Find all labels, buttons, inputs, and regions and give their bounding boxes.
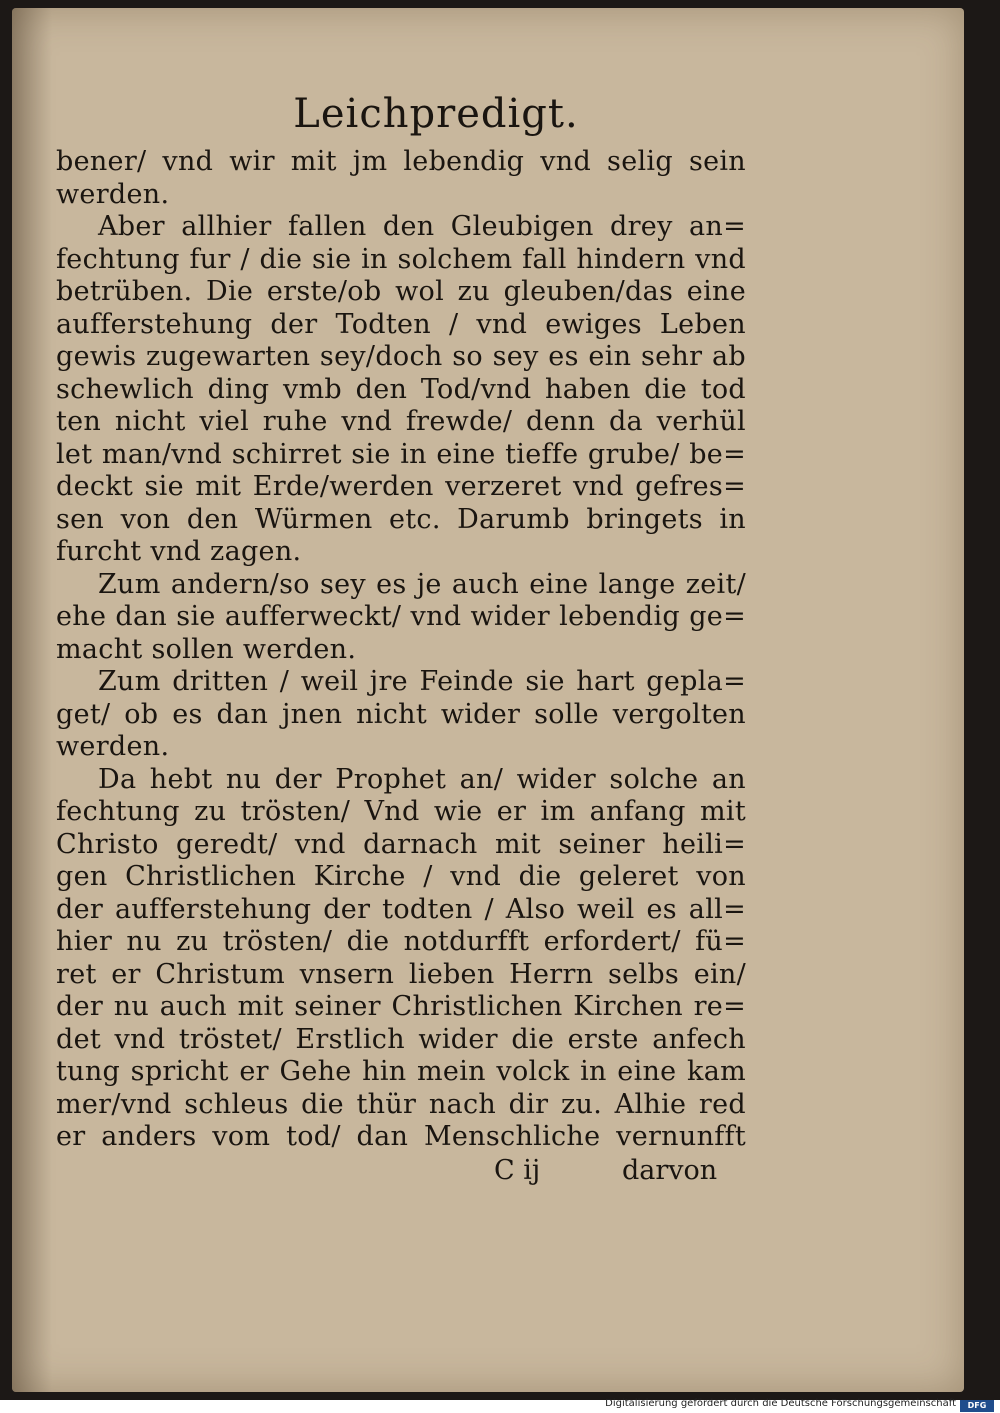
text-line: Da hebt nu der Prophet an/ wider solche an [98, 763, 746, 795]
text-line: Zum andern/so sey es je auch eine lange zeit/ [98, 568, 746, 600]
text-line: tung spricht er Gehe hin mein volck in eine kam [56, 1056, 746, 1087]
text-line: Christo geredt/ vnd darnach mit seiner heili= [56, 828, 746, 860]
text-line: Aber allhier fallen den Gleubigen drey an= [98, 211, 746, 242]
text-line: betrüben. Die erste/ob wol zu gleuben/das eine [56, 276, 746, 307]
text-line: bener/ vnd wir mit jm lebendig vnd selig sein [56, 146, 746, 177]
funding-credit: Digitalisierung gefördert durch die Deutsche Forschungsgemeinschaft [605, 1398, 956, 1409]
text-line: fechtung zu trösten/ Vnd wie er im anfang mit [56, 796, 746, 827]
text-line: ret er Christum vnsern lieben Herrn selbs ein/ [56, 958, 746, 990]
text-line: Zum dritten / weil jre Feinde sie hart gepla= [98, 666, 746, 697]
running-head: Leichpredigt. [293, 91, 579, 137]
text-line: mer/vnd schleus die thür nach dir zu. Alhie red [56, 1088, 746, 1120]
signature-mark: C ij [494, 1154, 541, 1186]
dfg-logo: DFG [960, 1400, 994, 1412]
digitization-footer [0, 1400, 1000, 1413]
text-line: get/ ob es dan jnen nicht wider solle vergolten [56, 698, 746, 730]
text-line: let man/vnd schirret sie in eine tieffe grube/ be= [56, 438, 746, 470]
text-line: deckt sie mit Erde/werden verzeret vnd gefres= [56, 471, 746, 502]
text-line: ehe dan sie aufferweckt/ vnd wider lebendig ge= [56, 601, 746, 632]
text-line: gen Christlichen Kirche / vnd die geleret von [56, 861, 746, 892]
text-line: fechtung fur / die sie in solchem fall hindern vnd [56, 243, 746, 275]
text-line: hier nu zu trösten/ die notdurfft erfordert/ fü= [56, 926, 746, 957]
text-line: sen von den Würmen etc. Darumb bringets in [56, 503, 746, 535]
text-line: aufferstehung der Todten / vnd ewiges Leben [56, 308, 746, 340]
text-line: ten nicht viel ruhe vnd frewde/ denn da verhül [56, 406, 746, 437]
text-line: furcht vnd zagen. [56, 536, 302, 567]
catchword: darvon [622, 1154, 718, 1186]
text-line: werden. [56, 178, 170, 210]
text-block [56, 86, 746, 1188]
spine-shadow [12, 8, 52, 1392]
text-line: der aufferstehung der todten / Also weil es all= [56, 893, 746, 925]
text-line: werden. [56, 731, 170, 762]
page-footer-marks [56, 1154, 746, 1188]
text-line: er anders vom tod/ dan Menschliche vernunfft [56, 1121, 746, 1152]
text-line: macht sollen werden. [56, 633, 357, 665]
body-text [56, 146, 746, 1154]
text-line: der nu auch mit seiner Christlichen Kirchen re= [56, 991, 746, 1022]
text-line: det vnd tröstet/ Erstlich wider die erste anfech [56, 1023, 746, 1055]
text-line: gewis zugewarten sey/doch so sey es ein sehr ab [56, 341, 746, 372]
text-line: schewlich ding vmb den Tod/vnd haben die tod [56, 373, 746, 405]
